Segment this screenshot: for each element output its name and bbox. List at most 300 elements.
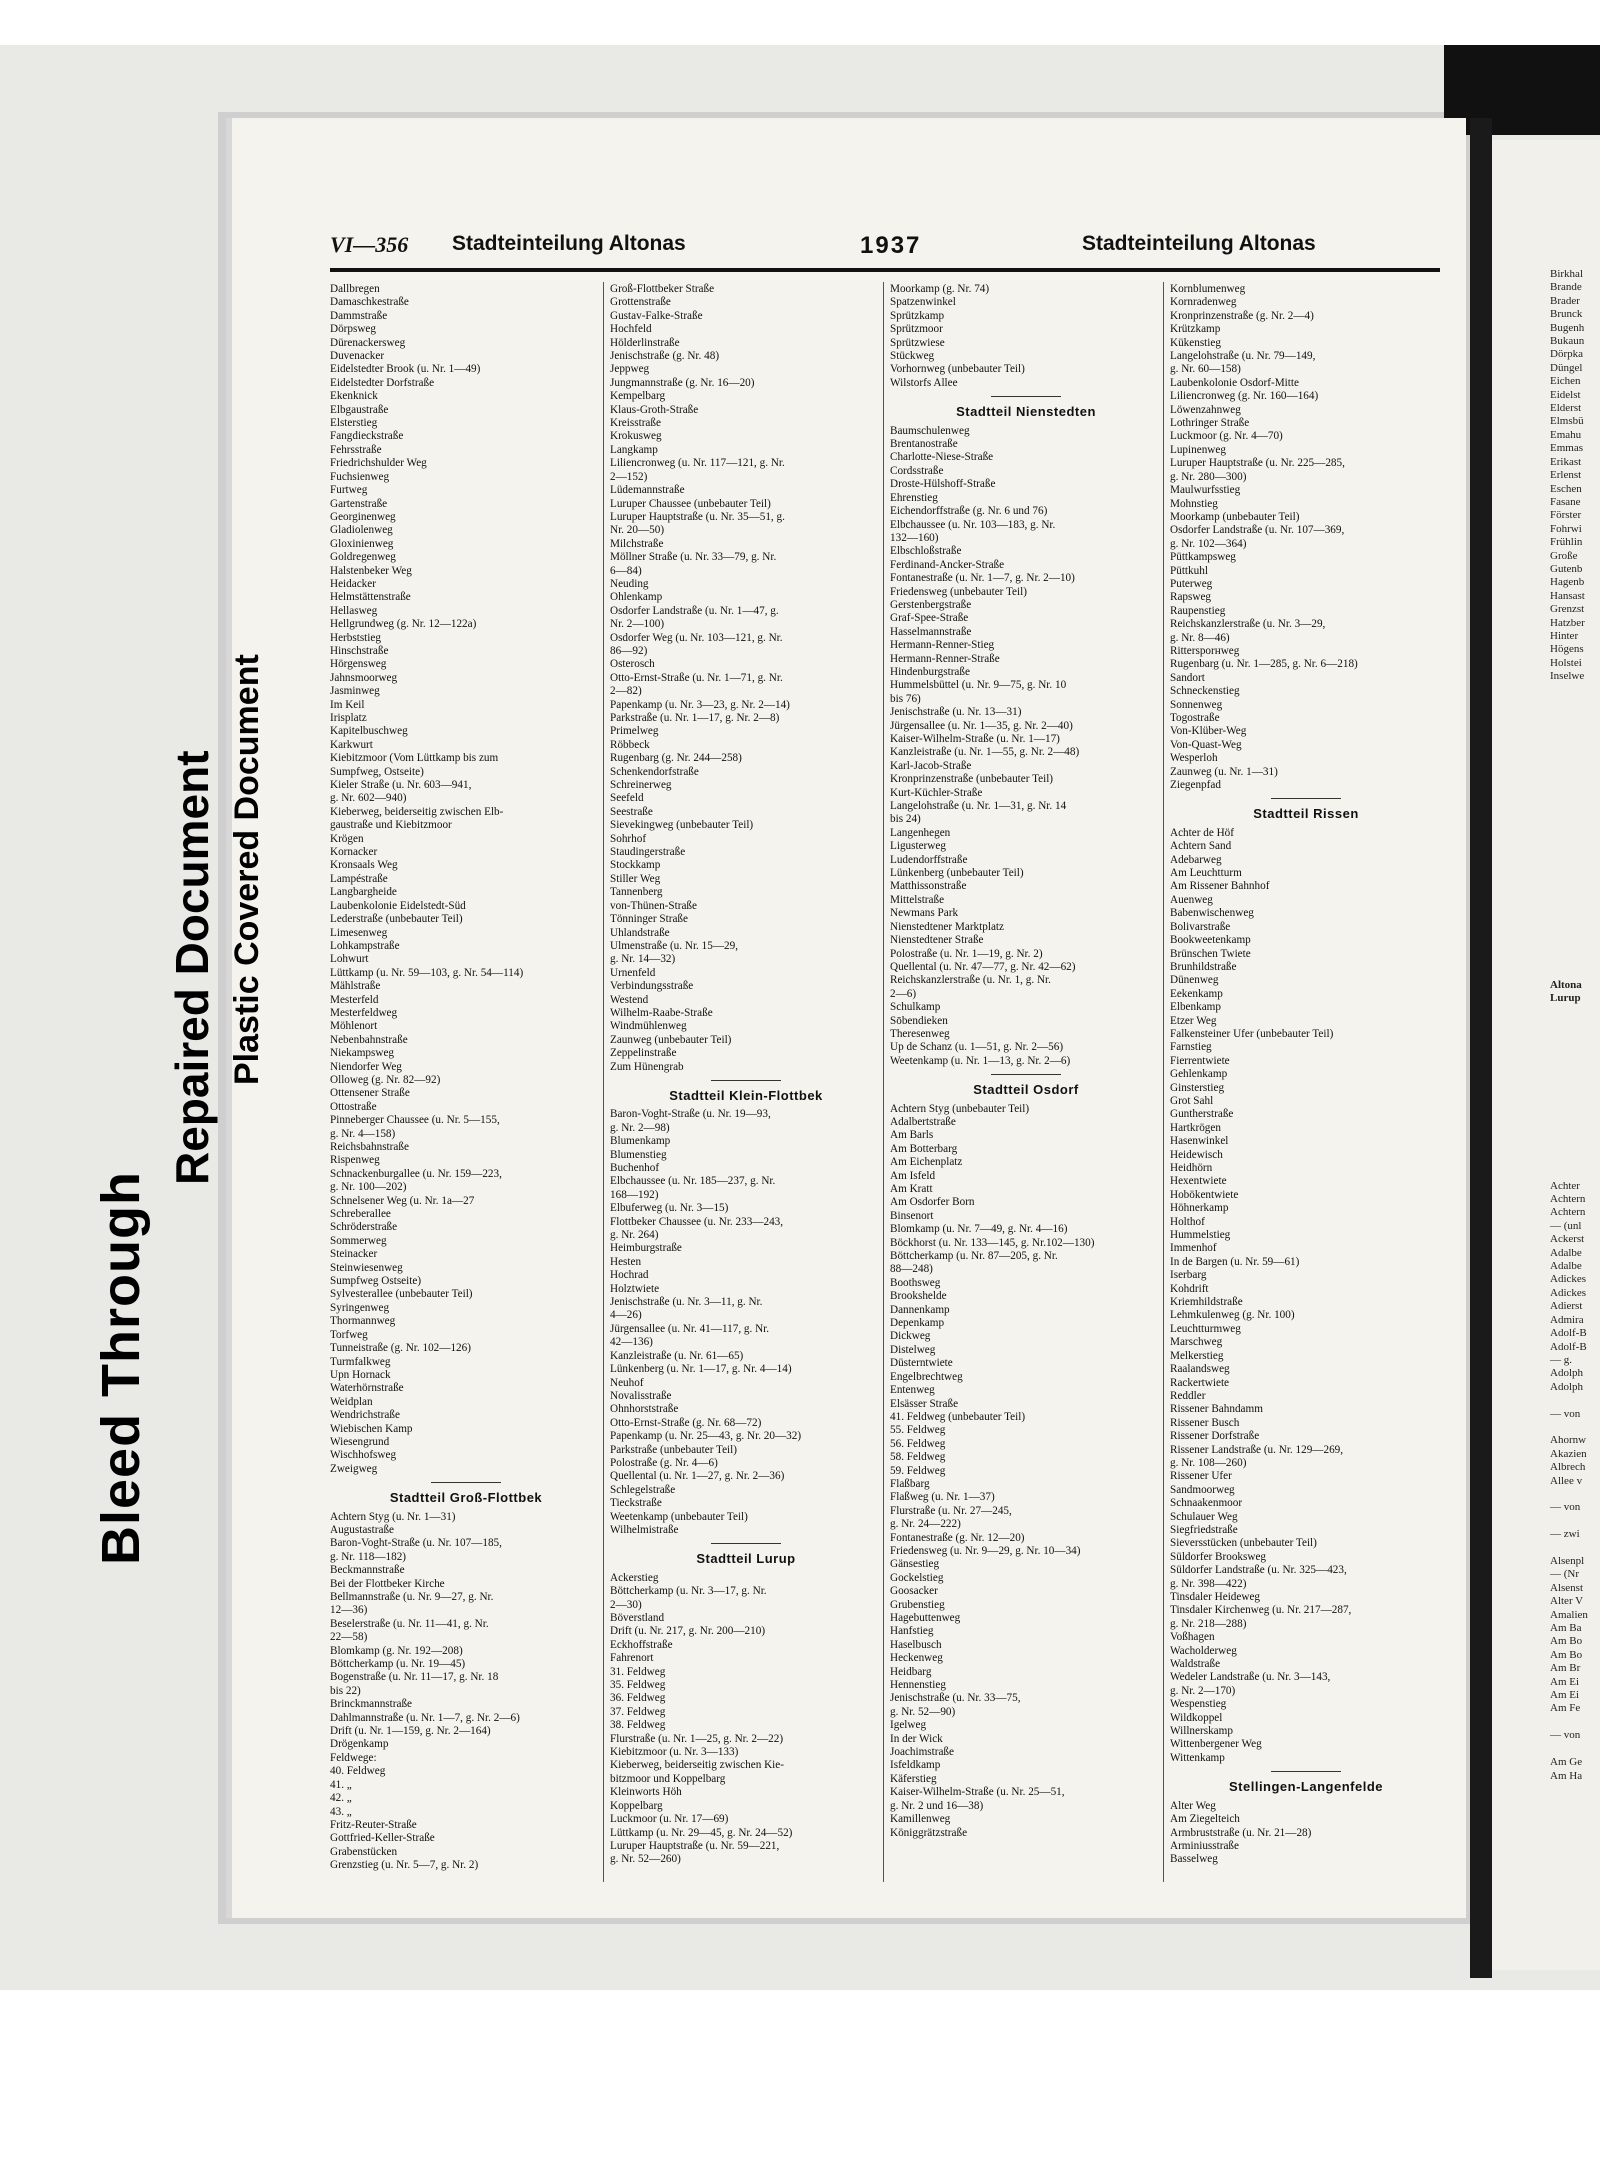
bleed-line: Adickes [1550,1273,1587,1286]
column-divider [1163,282,1164,1882]
street-entry: Osdorfer Landstraße (u. Nr. 107—369, [1170,524,1345,537]
street-entry: Gänsestieg [890,1558,940,1571]
street-entry: Depenkamp [890,1317,945,1330]
street-entry: Eidelstedter Brook (u. Nr. 1—49) [330,363,481,376]
bleed-line [1550,818,1600,831]
bleed-line [1550,871,1600,884]
street-entry: Dörpsweg [330,323,376,336]
street-entry: 22—58) [330,1631,368,1644]
street-entry: Urnenfeld [610,966,656,979]
street-entry: Furtweg [330,484,368,497]
street-entry: g. Nr. 2—98) [610,1121,670,1134]
street-entry: 35. Feldweg [610,1679,666,1692]
street-entry: Am Kratt [890,1183,933,1195]
street-entry: Rapsweg [1170,591,1212,604]
street-entry: 88—248) [890,1263,933,1276]
street-entry: Droste-Hülshoff-Straße [890,478,996,491]
bleed-line [1550,1005,1600,1018]
street-entry: g. Nr. 100—202) [330,1181,407,1194]
street-entry: Eidelstedter Dorfstraße [330,376,435,389]
street-entry: Up de Schanz (u. 1—51, g. Nr. 2—56) [890,1041,1064,1054]
street-entry: Rissener Busch [1170,1416,1240,1429]
bleed-line: Fohrwi [1550,522,1582,535]
street-entry: Heidewisch [1170,1148,1223,1161]
street-entry: Elbschloßstraße [890,545,962,558]
street-entry: Thormannweg [330,1315,396,1328]
bleed-line [1550,844,1600,857]
bleed-line [1550,1515,1600,1528]
street-entry: Eekenkamp [1170,987,1223,1000]
street-entry: Gloxinienweg [330,537,394,550]
street-entry: 43. „ [330,1805,352,1818]
street-entry: Auenweg [1170,893,1213,906]
street-entry: Wilstorfs Allee [890,376,958,389]
street-entry: Georginenweg [330,510,396,523]
street-entry: Heidbarg [890,1665,932,1678]
street-entry: Kleinworts Höh [610,1786,682,1799]
street-entry: Schenkendorfstraße [610,765,699,778]
bleed-line: Adickes [1550,1286,1587,1299]
street-entry: Süldorfer Brooksweg [1170,1550,1267,1563]
street-entry: Zaunweg (u. Nr. 1—31) [1170,765,1278,778]
street-entry: Hermann-Renner-Stieg [890,639,995,652]
bleed-line [1550,1126,1600,1139]
street-entry: Luruper Chaussee (unbebauter Teil) [610,497,771,510]
street-entry: Isfeldkamp [890,1759,941,1772]
street-entry: Waterhörnstraße [330,1382,404,1395]
street-entry: Stückweg [890,350,935,363]
street-entry: Am Osdorfer Born [890,1196,975,1209]
street-entry: Neuhof [610,1376,644,1389]
street-entry: Hochrad [610,1269,649,1282]
bleed-line: — (unl [1550,1219,1582,1232]
street-entry: Marschweg [1170,1336,1223,1349]
bleed-line [1550,1086,1600,1099]
street-entry: 38. Feldweg [610,1719,666,1732]
section-rule [1271,798,1341,799]
bleed-line: — von [1550,1501,1581,1514]
street-entry: Schnelsener Weg (u. Nr. 1a—27 [330,1194,475,1207]
street-entry: Togostraße [1170,712,1220,724]
street-entry: Melkerstieg [1170,1349,1224,1362]
bleed-line: Förster [1550,509,1582,522]
street-entry: Polostraße (g. Nr. 4—6) [610,1456,718,1469]
street-entry: Böttcherkamp (u. Nr. 3—17, g. Nr. [610,1585,767,1598]
bleed-line [1550,1019,1600,1032]
street-entry: Dannenkamp [890,1303,950,1316]
street-entry: Baumschulenweg [890,424,970,437]
street-entry: Sommerweg [330,1234,387,1247]
street-entry: Olloweg (g. Nr. 82—92) [330,1073,441,1086]
street-entry: Wiesengrund [330,1435,390,1448]
street-entry: g. Nr. 60—158) [1170,363,1241,376]
street-entry: Jungmannstraße (g. Nr. 16—20) [610,376,755,389]
street-entry: 31. Feldweg [610,1665,666,1678]
street-entry: Rittersporнweg [1170,644,1240,657]
street-entry: Alter Weg [1170,1799,1216,1812]
street-entry: von-Thünen-Straße [610,899,697,912]
street-entry: 41. Feldweg (unbebauter Teil) [890,1410,1026,1423]
section-rule [991,1074,1061,1075]
bleed-line: Am Ei [1550,1675,1580,1688]
street-entry: Achtern Styg (u. Nr. 1—31) [330,1510,456,1523]
bleed-line: — g. [1550,1353,1572,1366]
street-entry: Luruper Hauptstraße (u. Nr. 35—51, g. [610,510,785,523]
street-entry: Süldorfer Landstraße (u. Nr. 325—423, [1170,1564,1347,1577]
street-entry: bis 22) [330,1684,361,1697]
street-entry: Flaßbarg [890,1477,930,1490]
bleed-line: Alsenpl [1550,1555,1585,1567]
street-entry: Tannenberg [610,886,663,899]
bleed-line: Fasane [1550,495,1581,508]
street-entry: Hartkrögen [1170,1121,1221,1134]
street-entry: 2—30) [610,1598,642,1611]
street-entry: Elbchaussee (u. Nr. 185—237, g. Nr. [610,1175,776,1188]
street-entry: Kamillenweg [890,1813,951,1826]
street-entry: Am Barls [890,1129,934,1142]
street-entry: Bei der Flottbeker Kirche [330,1577,445,1590]
street-entry: Gladiolenweg [330,524,393,537]
street-entry: Brinckmannstraße [330,1698,413,1711]
street-entry: Baron-Voght-Straße (u. Nr. 19—93, [610,1108,771,1121]
street-entry: Böckhorst (u. Nr. 133—145, g. Nr.102—130) [890,1236,1095,1249]
street-entry: Dammstraße [330,309,388,322]
section-rule [1271,1771,1341,1772]
bleed-line [1550,912,1600,925]
street-entry: Schulkamp [890,1001,941,1014]
street-entry: Ottostraße [330,1100,377,1113]
street-entry: Laubenkolonie Osdorf-Mitte [1170,376,1299,389]
bleed-line: — von [1550,1407,1581,1420]
street-entry: Raalandsweg [1170,1363,1230,1376]
street-entry: Lünkenberg (unbebauter Teil) [890,867,1024,880]
street-entry: Feldwege: [330,1751,377,1764]
bleed-line: Am Bo [1550,1635,1583,1648]
street-entry: Limesenweg [330,926,388,939]
street-entry: Ulmenstraße (u. Nr. 15—29, [610,939,739,952]
bleed-line [1550,1394,1600,1407]
street-entry: Kreisstraße [610,417,661,430]
street-entry: Blumenkamp [610,1135,671,1148]
street-entry: Grabenstücken [330,1845,398,1858]
street-entry: Dahlmannstraße (u. Nr. 1—7, g. Nr. 2—6) [330,1711,520,1724]
street-entry: Am Botterbarg [890,1142,958,1155]
street-column-4 [1170,283,1442,1878]
street-entry: Flurstraße (u. Nr. 27—245, [890,1504,1012,1517]
street-entry: Mohnstieg [1170,497,1218,510]
bleed-line: Eidelst [1550,388,1581,401]
street-entry: Falkensteiner Ufer (unbebauter Teil) [1170,1027,1334,1040]
street-entry: Kanzleistraße (u. Nr. 61—65) [610,1349,744,1362]
street-entry: Lothringer Straße [1170,417,1250,430]
street-entry: Rissener Bahndamm [1170,1403,1263,1416]
street-entry: Jürgensallee (u. Nr. 1—35, g. Nr. 2—40) [890,719,1073,732]
street-entry: Hasselmannstraße [890,625,972,638]
bleed-line [1550,1153,1600,1166]
street-entry: Von-Klüber-Weg [1170,725,1247,738]
street-entry: Farnstieg [1170,1041,1212,1054]
street-entry: Hummelstieg [1170,1229,1231,1242]
bleed-line: Am Bo [1550,1648,1583,1661]
bleed-line [1550,1059,1600,1072]
street-entry: Hanfstieg [890,1625,934,1638]
street-entry: Kieberweg, beiderseitig zwischen Elb- [330,805,504,818]
street-entry: Ohlenkamp [610,591,663,604]
street-entry: Lohwurt [330,953,369,966]
street-entry: Kieler Straße (u. Nr. 603—941, [330,779,472,792]
street-entry: Otto-Ernst-Straße (g. Nr. 68—72) [610,1416,762,1429]
bleed-line: Erikast [1550,455,1582,468]
street-entry: Holztwiete [610,1282,660,1295]
street-entry: Zeppelinstraße [610,1047,677,1060]
street-entry: Zum Hünengrab [610,1060,684,1073]
bleed-line: Am Ha [1550,1769,1583,1782]
bleed-line [1550,1072,1600,1085]
street-entry: Fangdieckstraße [330,430,404,443]
street-entry: Pinneberger Chaussee (u. Nr. 5—155, [330,1114,500,1127]
street-entry: Buchenhof [610,1162,660,1174]
street-entry: Kiebitzmoor (Vom Lüttkamp bis zum [330,752,499,765]
street-entry: Jasminweg [330,685,380,698]
street-entry: Lüttkamp (u. Nr. 29—45, g. Nr. 24—52) [610,1826,793,1839]
street-entry: Kiebitzmoor (u. Nr. 3—133) [610,1746,739,1759]
street-entry: Heckenweg [890,1652,943,1665]
street-entry: Möhlenort [330,1020,378,1033]
bleed-line [1550,737,1600,750]
street-entry: 58. Feldweg [890,1451,946,1464]
street-entry: 168—192) [610,1188,659,1201]
street-entry: Entenweg [890,1384,935,1397]
street-entry: Sylvesterallee (unbebauter Teil) [330,1288,473,1301]
bleed-line: Allee v [1550,1474,1583,1487]
street-entry: Iserbarg [1170,1269,1207,1282]
street-entry: Wilhelmistraße [610,1523,679,1536]
street-entry: Schröderstraße [330,1221,398,1234]
street-entry: Rackertwiete [1170,1376,1230,1389]
street-entry: Am Eichenplatz [890,1156,963,1169]
street-entry: Sprützkamp [890,309,945,322]
section-rule [991,396,1061,397]
street-entry: Beckmannstraße [330,1564,405,1577]
street-entry: Hobökentwiete [1170,1188,1239,1201]
bleed-line [1550,1743,1600,1756]
street-entry: Schreinerweg [610,779,672,792]
street-entry: Jeppweg [610,363,650,376]
year-label: 1937 [860,232,922,259]
street-entry: Otto-Ernst-Straße (u. Nr. 1—71, g. Nr. [610,671,783,684]
street-entry: bis 24) [890,813,921,826]
street-entry: Blomkamp (g. Nr. 192—208) [330,1644,463,1657]
street-entry: g. Nr. 24—222) [890,1518,961,1531]
street-entry: Fritz-Reuter-Straße [330,1818,417,1831]
street-entry: Hesten [610,1255,642,1268]
street-entry: Hörgensweg [330,658,387,671]
bleed-line: Am Br [1550,1662,1581,1675]
bleed-line [1550,764,1600,777]
running-title-right: Stadteinteilung Altonas [1082,232,1316,255]
street-entry: Ginsterstieg [1170,1081,1225,1094]
street-entry: Lampéstraße [330,872,388,885]
street-entry: Käferstieg [890,1772,937,1785]
bleed-line: Frühlin [1550,536,1583,549]
bleed-line: Eichen [1550,375,1581,388]
street-entry: Holthof [1170,1215,1205,1228]
street-entry: Jenischstraße (u. Nr. 3—11, g. Nr. [610,1296,763,1309]
street-entry: Böttcherkamp (u. Nr. 87—205, g. Nr. [890,1250,1058,1263]
street-entry: Etzer Weg [1170,1014,1217,1027]
district-heading: Stadtteil Rissen [1253,807,1359,821]
street-entry: Gehlenkamp [1170,1068,1228,1081]
street-entry: Windmühlenweg [610,1020,687,1033]
street-entry: Papenkamp (u. Nr. 25—43, g. Nr. 20—32) [610,1430,802,1443]
street-entry: Lünkenberg (u. Nr. 1—17, g. Nr. 4—14) [610,1363,792,1376]
street-entry: g. Nr. 2 und 16—38) [890,1799,984,1812]
street-entry: Kornacker [330,846,378,859]
street-entry: Achtern Sand [1170,840,1232,853]
bleed-line: Am Ba [1550,1622,1582,1635]
header-rule [330,268,1440,272]
street-entry: Brunhildstraße [1170,960,1237,973]
street-entry: Drift (u. Nr. 1—159, g. Nr. 2—164) [330,1725,491,1738]
street-entry: Kriemhildstraße [1170,1296,1243,1309]
street-entry: Hölderlinstraße [610,336,680,349]
street-entry: Tinsdaler Heideweg [1170,1591,1261,1603]
street-entry: Kanzleistraße (u. Nr. 1—55, g. Nr. 2—48) [890,746,1080,759]
street-entry: Schulauer Weg [1170,1510,1238,1523]
bleed-line: — (Nr [1550,1568,1580,1581]
street-entry: Fierrentwiete [1170,1054,1230,1067]
street-entry: Schneckenstieg [1170,685,1240,698]
bleed-line: Am Fe [1550,1702,1581,1715]
street-entry: Ehrenstieg [890,491,938,504]
street-entry: Newmans Park [890,907,959,920]
bleed-line: Am Ge [1550,1756,1583,1769]
street-entry: Mittelstraße [890,893,945,906]
street-entry: Lüttkamp (u. Nr. 59—103, g. Nr. 54—114) [330,966,524,979]
bleed-line: Gutenb [1550,562,1583,575]
street-entry: Goosacker [890,1585,938,1598]
street-entry: Stockkamp [610,859,661,872]
street-entry: Elsterstieg [330,417,378,430]
street-entry: Elsässer Straße [890,1397,959,1410]
bleed-line: Albrech [1550,1461,1586,1474]
bleed-line: Holstei [1550,656,1582,669]
bleed-line [1550,751,1600,764]
street-entry: Seestraße [610,805,653,818]
street-entry: Engelbrechtweg [890,1370,963,1383]
street-entry: Zweigweg [330,1462,378,1475]
street-entry: Damaschkestraße [330,296,409,309]
street-column-3 [890,283,1162,1878]
street-entry: Raupenstieg [1170,604,1226,617]
bleed-line: Elmsbü [1550,415,1584,428]
street-entry: Zaunweg (unbebauter Teil) [610,1033,732,1046]
page-gutter [1470,118,1492,1978]
street-entry: 40. Feldweg [330,1765,386,1778]
street-entry: Elbuferweg (u. Nr. 3—15) [610,1202,729,1215]
street-entry: Jenischstraße (g. Nr. 48) [610,350,720,363]
street-entry: Jürgensallee (u. Nr. 41—117, g. Nr. [610,1322,770,1335]
street-entry: Liliencronweg (g. Nr. 160—164) [1170,390,1319,403]
street-entry: Sōbendieken [890,1014,948,1027]
street-entry: Im Keil [330,698,365,711]
street-entry: Vorhornweg (unbebauter Teil) [890,363,1025,376]
street-entry: Hexentwiete [1170,1175,1227,1188]
street-entry: Grot Sahl [1170,1094,1214,1107]
street-entry: Langkamp [610,443,658,456]
street-entry: Bogenstraße (u. Nr. 11—17, g. Nr. 18 [330,1671,499,1684]
street-entry: Moorkamp (unbebauter Teil) [1170,510,1300,523]
district-heading: Stadtteil Lurup [696,1552,796,1566]
street-entry: Reichskanzlerstraße (u. Nr. 1, g. Nr. [890,974,1051,987]
street-entry: Bellmannstraße (u. Nr. 9—27, g. Nr. [330,1591,494,1603]
scan-edge-dark [1444,45,1600,135]
street-entry: 36. Feldweg [610,1692,666,1705]
street-entry: Kaiser-Wilhelm-Straße (u. Nr. 25—51, [890,1786,1065,1799]
street-entry: Tieckstraße [610,1497,662,1510]
street-entry: Graf-Spee-Straße [890,612,969,625]
street-entry: Moorkamp (g. Nr. 74) [890,283,990,295]
street-entry: Blomkamp (u. Nr. 7—49, g. Nr. 4—16) [890,1223,1068,1236]
street-entry: Achtern Styg (unbebauter Teil) [890,1102,1030,1115]
street-entry: Püttkampsweg [1170,551,1236,564]
street-entry: 42—136) [610,1336,653,1349]
street-entry: Armbruststraße (u. Nr. 21—28) [1170,1826,1312,1839]
bleed-line [1550,898,1600,911]
section-rule [711,1543,781,1544]
street-entry: Waldstraße [1170,1658,1221,1671]
bleed-line: Am Ei [1550,1689,1580,1702]
street-entry: Helmstättenstraße [330,591,411,604]
street-entry: Langenhegen [890,826,951,839]
street-entry: Kükenstieg [1170,336,1221,349]
street-entry: Am Leuchtturm [1170,867,1242,880]
street-entry: Wilhelm-Raabe-Straße [610,1006,713,1019]
bleed-line: Adolph [1550,1380,1583,1393]
street-entry: 132—160) [890,531,939,544]
bleed-line: Düngel [1550,361,1583,374]
street-entry: 41. „ [330,1778,352,1791]
bleed-line [1550,684,1600,697]
bleed-line [1550,710,1600,723]
bleed-line: Erlenst [1550,469,1582,482]
street-entry: Hagebuttenweg [890,1612,961,1624]
street-entry: Joachimstraße [890,1746,954,1759]
street-entry: Binsenort [890,1209,934,1222]
page-header [330,232,1450,266]
street-entry: Luckmoor (g. Nr. 4—70) [1170,430,1283,443]
street-entry: Rissener Ufer [1170,1470,1232,1483]
bleed-line: Eschen [1550,482,1582,495]
street-entry: In der Wick [890,1732,943,1745]
street-entry: Steinwiesenweg [330,1261,403,1274]
district-heading: Stellingen-Langenfelde [1228,1780,1383,1794]
bleed-line: Achtern [1550,1206,1586,1219]
street-entry: Weetenkamp (unbebauter Teil) [610,1510,748,1523]
street-entry: Flottbeker Chaussee (u. Nr. 233—243, [610,1215,784,1228]
street-entry: Heidhörn [1170,1162,1213,1174]
bleed-line [1550,1488,1600,1501]
street-entry: Wischhofsweg [330,1449,397,1462]
bleed-line [1550,1421,1600,1434]
bleed-line: Emmas [1550,442,1583,455]
street-entry: Distelweg [890,1343,936,1356]
bleed-line: Hinter [1550,629,1579,642]
bleed-line: Brader [1550,294,1580,307]
street-entry: Parkstraße (u. Nr. 1—17, g. Nr. 2—8) [610,712,780,724]
street-entry: Schnaakenmoor [1170,1497,1243,1510]
street-entry: Groß-Flottbeker Straße [610,283,715,295]
